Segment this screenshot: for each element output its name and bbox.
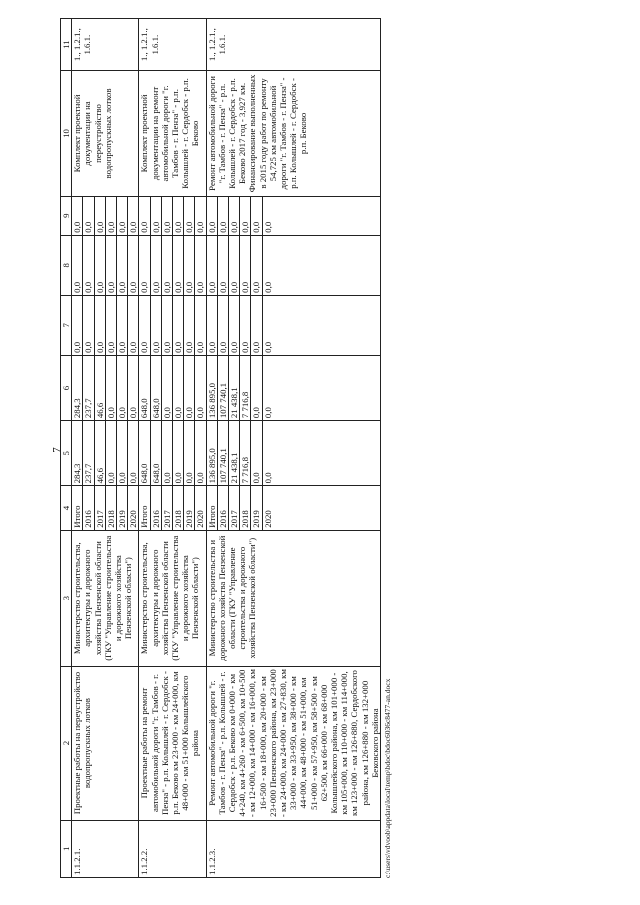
amount-value: 648,0: [150, 421, 161, 485]
amount-cell: [72, 355, 139, 420]
amount-value: 0,0: [173, 296, 184, 355]
executor-cell: Министерство строительства, архитектуры и дорожного хозяйства Пензенской области (ГКУ "Управление строительства и дорожного хозяйства Пензенской области"): [139, 530, 206, 666]
amount-value: 0,0: [262, 221, 273, 233]
amount-value: 0,0: [94, 197, 105, 235]
result-cell: Комплект проектной документации на ремонт автомобильной дороги "г. Тамбов - г. Пенза" - р.п. Колышлей - г. Сердобск - р.п. Беково: [139, 71, 206, 196]
year-value: 2019: [184, 486, 195, 529]
amount-value: 0,0: [251, 296, 262, 355]
amount-value: 0,0: [83, 197, 94, 235]
amount-cell: [72, 295, 139, 355]
amount-value: 0,0: [262, 472, 273, 484]
amount-value: 0,0: [161, 356, 172, 420]
page-number: 7: [50, 447, 63, 453]
year-value: 2019: [251, 486, 262, 529]
amount-value: 0,0: [161, 197, 172, 235]
amount-value: 0,0: [161, 296, 172, 355]
header-cell: 3: [61, 530, 72, 666]
amount-value: 0,0: [105, 197, 116, 235]
amount-value: 136 895,0: [207, 356, 218, 420]
activity-name-cell: Проектные работы на переустройство водопропускных лотков: [72, 666, 139, 820]
amount-value: 0,0: [251, 197, 262, 235]
amount-value: 0,0: [229, 236, 240, 295]
amount-value: 0,0: [240, 236, 251, 295]
executor-cell: Министерство строительства, архитектуры и дорожного хозяйства Пензенской области (ГКУ "Управление строительства и дорожного хозяйства Пензенской области"): [72, 530, 139, 666]
amount-value: 0,0: [83, 296, 94, 355]
amount-value: 21 438,1: [229, 356, 240, 420]
header-cell: 2: [61, 666, 72, 820]
amount-value: 0,0: [117, 421, 128, 485]
amount-value: 0,0: [105, 236, 116, 295]
amount-value: 0,0: [195, 281, 206, 293]
amount-value: 46,6: [94, 356, 105, 420]
amount-value: 0,0: [161, 236, 172, 295]
amount-value: 136 895,0: [207, 421, 218, 485]
executor-cell: Министерство строительства и дорожного хозяйства Пензенской области (ГКУ "Управление строительства и дорожного хозяйства Пензенской области"): [206, 530, 380, 666]
year-value: 2018: [240, 486, 251, 529]
activity-name-cell: Проектные работы на ремонт автомобильной дороги "г. Тамбов - г. Пенза" - р.п. Колышлей - г. Сердобск - р.п. Бековo км 23+000 - км 24+000, км 48+000 - км 51+000 Колышлейского района: [139, 666, 206, 820]
amount-value: 648,0: [139, 356, 150, 420]
row-number-cell: 1.1.2.2.: [139, 820, 206, 877]
amount-value: 284,3: [72, 356, 83, 420]
amount-value: 0,0: [105, 356, 116, 420]
year-value: 2016: [217, 486, 228, 529]
amount-value: 0,0: [161, 421, 172, 485]
amount-value: 0,0: [240, 296, 251, 355]
amount-value: 284,3: [72, 421, 83, 485]
year-value: 2018: [105, 486, 116, 529]
amount-value: 0,0: [117, 236, 128, 295]
years-cell: [72, 486, 139, 530]
amount-value: 0,0: [217, 197, 228, 235]
amount-value: 0,0: [251, 421, 262, 485]
amount-value: 0,0: [195, 472, 206, 484]
year-value: 2017: [229, 486, 240, 529]
amount-value: 0,0: [150, 296, 161, 355]
amount-value: 0,0: [217, 236, 228, 295]
amount-value: 0,0: [94, 236, 105, 295]
header-cell: 1: [61, 820, 72, 877]
year-value: 2017: [161, 486, 172, 529]
amount-value: 0,0: [229, 296, 240, 355]
amount-value: 0,0: [72, 236, 83, 295]
amount-value: 0,0: [150, 236, 161, 295]
result-cell: Ремонт автомобильной дороги "г. Тамбов - г. Пенза" - р.п. Колышлей - г. Сердобск - р.п. Беково 2017 год - 3,927 км. Финансирование выполненных в 2015 году работ по ремонту 54,725 км автомобильной дороги "г. Тамбов - г. Пенза" - р.п. Колышлей - г. Сердобск - р.п. Беково: [206, 71, 380, 196]
amount-cell: [72, 196, 139, 235]
amount-value: 648,0: [150, 356, 161, 420]
amount-cell: [139, 235, 206, 295]
amount-value: 0,0: [117, 296, 128, 355]
year-value: 2017: [94, 486, 105, 529]
amount-value: 237,7: [83, 421, 94, 485]
indicator-ref-cell: 1., 1.2.1., 1.6.1.: [72, 19, 139, 71]
amount-value: 0,0: [117, 197, 128, 235]
amount-cell: [72, 235, 139, 295]
result-cell: Комплект проектной документации на переустройство водопропускных лотков: [72, 71, 139, 196]
amount-value: 0,0: [139, 236, 150, 295]
amount-cell: [139, 295, 206, 355]
amount-value: 0,0: [184, 356, 195, 420]
row-number-cell: 1.1.2.1.: [72, 820, 139, 877]
amount-value: 0,0: [139, 197, 150, 235]
amount-value: 0,0: [72, 296, 83, 355]
years-cell: [139, 486, 206, 530]
year-value: Итого: [72, 486, 83, 529]
amount-value: 0,0: [217, 296, 228, 355]
year-value: 2016: [83, 486, 94, 529]
amount-value: 0,0: [262, 407, 273, 419]
amount-value: 0,0: [262, 341, 273, 353]
amount-value: 0,0: [117, 356, 128, 420]
amount-cell: [206, 355, 380, 420]
header-cell: 8: [61, 235, 72, 295]
year-value: 2020: [128, 510, 139, 528]
table-row: [206, 19, 380, 878]
amount-value: 0,0: [173, 421, 184, 485]
amount-value: 0,0: [195, 407, 206, 419]
amount-value: 107 740,1: [217, 421, 228, 485]
amount-value: 648,0: [139, 421, 150, 485]
amount-value: 0,0: [173, 236, 184, 295]
header-row: [61, 19, 72, 878]
amount-value: 0,0: [83, 236, 94, 295]
header-cell: 11: [61, 19, 72, 71]
amount-value: 0,0: [262, 281, 273, 293]
amount-value: 0,0: [72, 197, 83, 235]
indicator-ref-cell: 1., 1.2.1., 1.6.1.: [206, 19, 380, 71]
amount-value: 0,0: [173, 197, 184, 235]
amount-value: 0,0: [251, 356, 262, 420]
amount-value: 107 740,1: [217, 356, 228, 420]
amount-value: 0,0: [94, 296, 105, 355]
amount-value: 0,0: [105, 421, 116, 485]
amount-cell: [139, 196, 206, 235]
row-number-cell: 1.1.2.3.: [206, 820, 380, 877]
header-cell: 9: [61, 196, 72, 235]
amount-value: 0,0: [128, 221, 139, 233]
amount-value: 0,0: [207, 197, 218, 235]
amount-value: 0,0: [128, 472, 139, 484]
amount-cell: [206, 196, 380, 235]
amount-value: 0,0: [128, 341, 139, 353]
year-value: 2019: [117, 486, 128, 529]
amount-value: 0,0: [184, 197, 195, 235]
amount-value: 0,0: [128, 407, 139, 419]
amount-cell: [139, 421, 206, 486]
header-cell: 4: [61, 486, 72, 530]
amount-value: 0,0: [173, 356, 184, 420]
amount-value: 21 438,1: [229, 421, 240, 485]
amount-value: 0,0: [229, 197, 240, 235]
header-cell: 6: [61, 355, 72, 420]
amount-value: 237,7: [83, 356, 94, 420]
amount-value: 0,0: [139, 296, 150, 355]
header-cell: 7: [61, 295, 72, 355]
activity-name-cell: Ремонт автомобильной дороги "г. Тамбов - г. Пенза" - р.п. Колышлей - г. Сердобск - р.п. Беково км 0+000 - км 4+240, км 4+260 - км 6+500, км 10+500 - км 12+000, км 14+000 - км 16+000, км 16+500 - км 18+000, км 20+000 - км 23+000 Пензенского района, км 23+000 - км 24+000, км 24+000 - км 27+830, км 33+000 - км 33+950, км 38+000 - км 44+000, км 48+000 - км 51+000, км 51+000 - км 57+950, км 58+500 - км 62+500, км 66+000 - км 68+000 Колышлейского района, км 101+000 - км 105+000, км 110+000 - км 114+000, км 123+000 - км 126+880, Сердобского района, км 126+880 - км 132+000 Бековского района: [206, 666, 380, 820]
year-value: 2020: [262, 510, 273, 528]
file-path-footer: c:\users\vdvoob\appdata\local\temp\bdoc\bdoc6036c8477-an.docx: [383, 678, 393, 878]
indicator-ref-cell: 1., 1.2.1., 1.6.1.: [139, 19, 206, 71]
amount-value: 0,0: [150, 197, 161, 235]
amount-value: 0,0: [251, 236, 262, 295]
amount-value: 0,0: [207, 236, 218, 295]
amount-value: 7 716,8: [240, 421, 251, 485]
amount-value: 0,0: [195, 341, 206, 353]
header-cell: 5: [61, 421, 72, 486]
amount-value: 0,0: [128, 281, 139, 293]
year-value: 2018: [173, 486, 184, 529]
amount-cell: [72, 421, 139, 486]
year-value: Итого: [139, 486, 150, 529]
rotated-page-content: [60, 18, 392, 878]
year-value: 2020: [195, 510, 206, 528]
amount-value: 0,0: [207, 296, 218, 355]
year-value: Итого: [207, 486, 218, 529]
table-row: [139, 19, 206, 878]
amount-value: 0,0: [105, 296, 116, 355]
amount-value: 0,0: [195, 221, 206, 233]
amount-cell: [206, 295, 380, 355]
amount-value: 0,0: [184, 236, 195, 295]
amount-value: 0,0: [184, 421, 195, 485]
year-value: 2016: [150, 486, 161, 529]
amount-cell: [206, 421, 380, 486]
program-table: [60, 18, 381, 878]
amount-value: 46,6: [94, 421, 105, 485]
amount-value: 7 716,8: [240, 356, 251, 420]
amount-cell: [139, 355, 206, 420]
header-cell: 10: [61, 71, 72, 196]
table-row: [72, 19, 139, 878]
amount-value: 0,0: [184, 296, 195, 355]
years-cell: [206, 486, 380, 530]
amount-value: 0,0: [240, 197, 251, 235]
amount-cell: [206, 235, 380, 295]
